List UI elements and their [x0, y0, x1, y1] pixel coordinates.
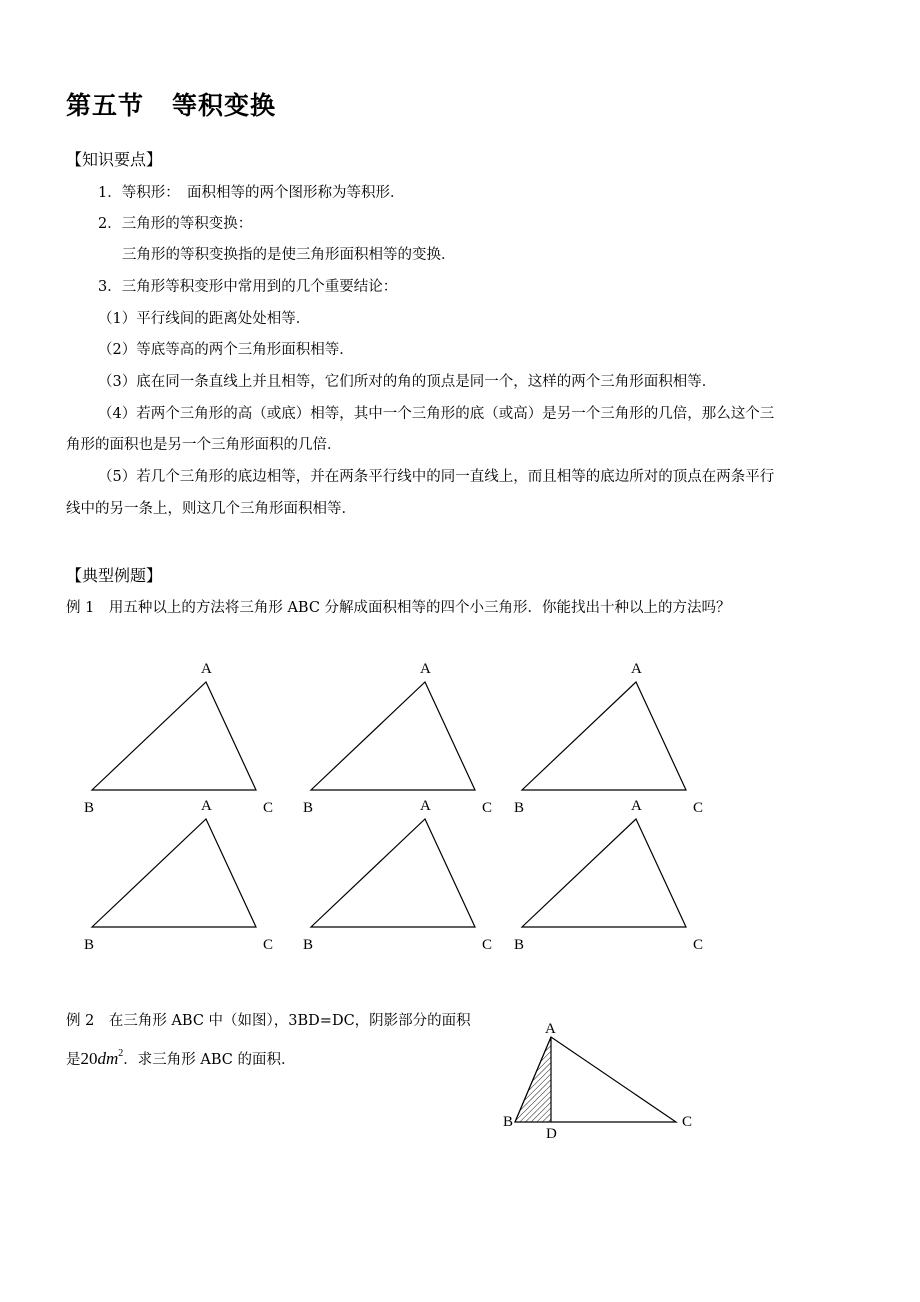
vertex-b-label: B — [84, 937, 95, 953]
knowledge-point-1: 1．等积形： 面积相等的两个图形称为等积形． — [98, 185, 405, 201]
example-2-prefix: 是 — [66, 1052, 81, 1068]
vertex-b-label: B — [514, 800, 525, 816]
vertex-b-label: B — [84, 800, 95, 816]
example-1-text: 例 1 用五种以上的方法将三角形 ABC 分解成面积相等的四个小三角形．你能找出十种以上的方法吗？ — [66, 600, 731, 616]
example-1-figures — [0, 640, 920, 970]
vertex-a-label: A — [631, 798, 642, 814]
vertex-a-label: A — [420, 661, 431, 677]
vertex-b-label: B — [303, 800, 314, 816]
section-topic: 等积变换 — [172, 91, 277, 120]
conclusion-4-line-2: 角形的面积也是另一个三角形面积的几倍． — [66, 437, 342, 453]
vertex-c-label: C — [482, 800, 493, 816]
example-2-text-line-2 — [66, 1044, 296, 1070]
knowledge-point-3: 3．三角形等积变形中常用到的几个重要结论： — [98, 279, 398, 295]
triangle-figure — [84, 798, 273, 953]
conclusion-3: （3）底在同一条直线上并且相等，它们所对的角的顶点是同一个，这样的两个三角形面积相等． — [98, 374, 717, 390]
triangle-figure — [514, 798, 703, 953]
vertex-c-label: C — [482, 937, 493, 953]
knowledge-point-2-detail: 三角形的等积变换指的是使三角形面积相等的变换． — [122, 247, 456, 263]
page-title — [66, 86, 276, 122]
vertex-b-label: B — [503, 1114, 514, 1130]
example-2-suffix: ．求三角形 ABC 的面积． — [123, 1052, 296, 1068]
examples-heading: 【典型例题】 — [66, 566, 163, 585]
area-unit: dm — [97, 1049, 119, 1068]
vertex-b-label: B — [303, 937, 314, 953]
vertex-b-label: B — [514, 937, 525, 953]
area-value — [81, 1049, 124, 1068]
conclusion-2: （2）等底等高的两个三角形面积相等． — [98, 342, 354, 358]
triangle-abc — [522, 682, 686, 790]
vertex-c-label: C — [263, 800, 274, 816]
vertex-a-label: A — [201, 798, 212, 814]
triangle-figure — [84, 661, 273, 816]
example-2-text-line-1: 例 2 在三角形 ABC 中（如图），3BD=DC，阴影部分的面积 — [66, 1013, 471, 1029]
triangle-abc — [311, 819, 475, 927]
point-d-label: D — [546, 1126, 557, 1142]
conclusion-5-line-1: （5）若几个三角形的底边相等，并在两条平行线中的同一直线上，而且相等的底边所对的顶点在两条平行 — [98, 469, 775, 485]
triangle-figure — [303, 798, 492, 953]
conclusion-4-line-1: （4）若两个三角形的高（或底）相等，其中一个三角形的底（或高）是另一个三角形的几倍，那么这个三 — [98, 406, 775, 422]
example-2-figure — [490, 1010, 710, 1150]
vertex-a-label: A — [201, 661, 212, 677]
knowledge-point-2: 2．三角形的等积变换： — [98, 216, 253, 232]
area-number: 20 — [80, 1049, 98, 1068]
triangle-abc — [92, 819, 256, 927]
section-number: 第五节 — [66, 91, 145, 120]
knowledge-heading: 【知识要点】 — [66, 150, 163, 169]
triangle-abc — [92, 682, 256, 790]
triangle-figure — [514, 661, 703, 816]
triangle-abc — [522, 819, 686, 927]
conclusion-5-line-2: 线中的另一条上，则这几个三角形面积相等． — [66, 501, 356, 517]
triangle-figure — [303, 661, 492, 816]
vertex-c-label: C — [693, 800, 704, 816]
vertex-a-label: A — [631, 661, 642, 677]
area-exponent: 2 — [118, 1048, 124, 1059]
vertex-a-label: A — [545, 1021, 556, 1037]
conclusion-1: （1）平行线间的距离处处相等． — [98, 311, 311, 327]
vertex-c-label: C — [682, 1114, 693, 1130]
vertex-c-label: C — [263, 937, 274, 953]
vertex-c-label: C — [693, 937, 704, 953]
vertex-a-label: A — [420, 798, 431, 814]
triangle-abc — [311, 682, 475, 790]
